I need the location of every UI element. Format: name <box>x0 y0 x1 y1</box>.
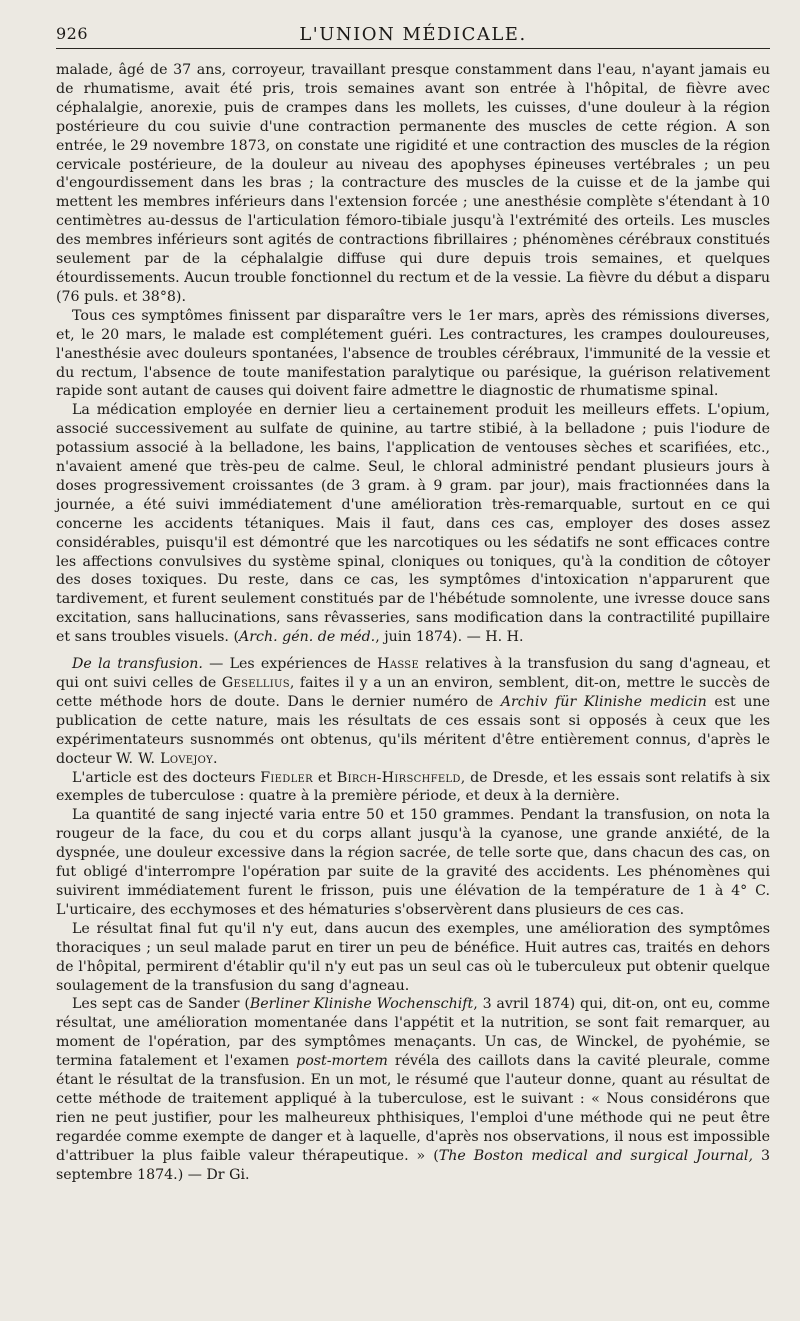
article2-paragraph-5 <box>56 995 770 1184</box>
paragraph-text: Les sept cas de Sander ( <box>72 996 250 1013</box>
paragraph-text: révéla des caillots dans la cavité pleurale, comme étant le résultat de la transfusion. En un mot, le résumé que l'auteur donne, quant au résultat de cette méthode de traitement appliqué à la tuberculose, est le suivant : « Nous considérons que rien ne peut justifier, pour les malheureux phthisiques, l'emploi d'une méthode qui ne peut être regardée comme exempte de danger et à laquelle, d'après nos observations, il nous est impossible d'attribuer la plus faible valeur thérapeutique. » ( <box>56 1053 770 1164</box>
article2-paragraph-3: La quantité de sang injecté varia entre 50 et 150 grammes. Pendant la transfusion, on nota la rougeur de la face, du cou et du corps allant jusqu'à la cyanose, une grande anxiété, de la dyspnée, une douleur excessive dans la région sacrée, de telle sorte que, dans chacun des cas, on fut obligé d'interrompre l'opération par suite de la gravité des accidents. Les phénomènes qui suivirent immédiatement furent le frisson, puis une élévation de la température de 1 à 4° C. L'urticaire, des ecchymoses et des hématuries s'observèrent dans plusieurs de ces cas. <box>56 807 770 918</box>
page-number: 926 <box>56 24 89 43</box>
article1-paragraph-3 <box>56 401 770 647</box>
page-header <box>56 14 770 49</box>
article1-paragraph-1: malade, âgé de 37 ans, corroyeur, travaillant presque constamment dans l'eau, n'ayant jamais eu de rhumatisme, avait été pris, trois semaines avant son entrée à l'hôpital, de fièvre avec céphalalgie, anorexie, puis de crampes dans les mollets, les cuisses, d'une douleur à la région postérieure du cou suivie d'une contraction permanente des muscles de cette région. A son entrée, le 29 novembre 1873, on constate une rigidité et une contraction des muscles de la région cervicale postérieure, de la douleur au niveau des apophyses épineuses vertébrales ; un peu d'engourdissement dans les bras ; la contracture des muscles de la cuisse et de la jambe qui mettent les membres inférieurs dans l'extension forcée ; une anesthésie complète s'étendant à 10 centimètres au-dessus de l'articulation fémoro-tibiale jusqu'à l'extrémité des orteils. Les muscles des membres inférieurs sont agités de contractions fibrillaires ; phénomènes cérébraux constitués seulement par de la céphalalgie diffuse qui dure depuis trois semaines, et quelques étourdissements. Aucun trouble fonctionnel du rectum et de la vessie. La fièvre du début a disparu (76 puls. et 38°8). <box>56 62 770 305</box>
article2-paragraph-2 <box>56 769 770 807</box>
article-body <box>56 61 770 1184</box>
journal-title: Archiv für Klinishe medicin <box>500 693 707 710</box>
paragraph-text: La médication employée en dernier lieu a certainement produit les meilleurs effets. L'opium, associé successivement au sulfate de quinine, au tartre stibié, à la belladone ; puis l'iodure de potassium associé à la belladone, les bains, l'application de ventouses sèches et scarifiées, etc., n'avaient amené que très-peu de calme. Seul, le chloral administré pendant plusieurs jours à doses progressivement croissantes (de 3 gram. à 9 gram. par jour), mais fractionnées dans la journée, a été suivi immédiatement d'une amélioration très-remarquable, surtout en ce qui concerne les accidents tétaniques. Mais il faut, dans ces cas, employer des doses assez considérables, puisqu'il est démontré que les narcotiques ou les sédatifs ne sont efficaces contre les affections convulsives du système spinal, cloniques ou toniques, qu'à la condition de côtoyer des doses toxiques. Du reste, dans ce cas, les symptômes d'intoxication n'apparurent que tardivement, et furent seulement constitués par de l'hébétude somnolente, une ivresse douce sans excitation, sans hallucinations, sans rêvasseries, sans modification dans la contractilité pupillaire et sans troubles visuels. ( <box>56 402 770 646</box>
paragraph-signature: , juin 1874). — H. H. <box>375 629 524 646</box>
article2-paragraph-4: Le résultat final fut qu'il n'y eut, dans aucun des exemples, une amélioration des symptômes thoraciques ; un seul malade parut en tirer un peu de bénéfice. Huit autres cas, traités en dehors de l'hôpital, permirent d'établir qu'il n'y eut pas un seul cas où le tuberculeux put obtenir quelque soulagement de la transfusion du sang d'agneau. <box>56 920 770 994</box>
paragraph-text: , 3 avril 1874) qui, dit-on, ont eu, comme résultat, une amélioration momentanée dans l'appétit et la nutrition, se sont fait remarquer, au moment de l'opération, par des symptômes menaçants. Un cas, de Winckel, de pyohémie, se termina fatalement et l'examen <box>56 996 770 1070</box>
section-title: De la transfusion. <box>72 656 203 673</box>
paragraph-text: est une publication de cette nature, mais les résultats de ces essais sont si opposés à ceux que les expérimentateurs susnommés ont obtenus, qu'ils méritent d'être entièrement connus, d'après le docteur <box>56 693 770 767</box>
author-name: Fiedler <box>260 769 313 786</box>
author-name: Birch-Hirschfeld <box>336 769 461 786</box>
paragraph-text: relatives à la transfusion du sang d'agneau, et qui ont suivi celles de <box>56 656 770 691</box>
running-title: L'UNION MÉDICALE. <box>299 24 527 45</box>
paragraph-text: — Les expériences de <box>202 656 378 673</box>
journal-title: Berliner Klinishe Wochenschift <box>249 996 474 1013</box>
paragraph-text: , de Dresde, et les essais sont relatifs à six exemples de tuberculose : quatre à la première période, et deux à la dernière. <box>56 769 770 805</box>
paragraph-text: L'article est des docteurs <box>72 769 261 786</box>
citation-journal: Arch. gén. de méd. <box>238 629 376 646</box>
author-name: Hasse <box>377 656 420 673</box>
paragraph-text: et <box>312 769 337 786</box>
paragraph-text: 3 septembre 1874.) — Dr Gi. <box>56 1147 770 1183</box>
paragraph-text: , faites il y a un an environ, semblent, dit-on, mettre le succès de cette méthode hors de doute. Dans le dernier numéro de <box>56 675 770 710</box>
article1-paragraph-2: Tous ces symptômes finissent par disparaître vers le 1er mars, après des rémissions diverses, et, le 20 mars, le malade est complétement guéri. Les contractures, les crampes douloureuses, l'anesthésie avec douleurs spontanées, l'absence de troubles cérébraux, l'immunité de la vessie et du rectum, l'absence de toute manifestation paralytique ou parésique, la guérison relativement rapide sont autant de causes qui doivent faire admettre le diagnostic de rhumatisme spinal. <box>56 307 770 400</box>
author-name: Gesellius <box>221 675 290 691</box>
author-name: W. W. Lovejoy <box>116 750 214 767</box>
article2-paragraph-1 <box>56 655 770 768</box>
latin-term: post-mortem <box>296 1053 388 1070</box>
journal-title: The Boston medical and surgical Journal, <box>438 1147 753 1164</box>
paragraph-text: . <box>213 750 218 767</box>
